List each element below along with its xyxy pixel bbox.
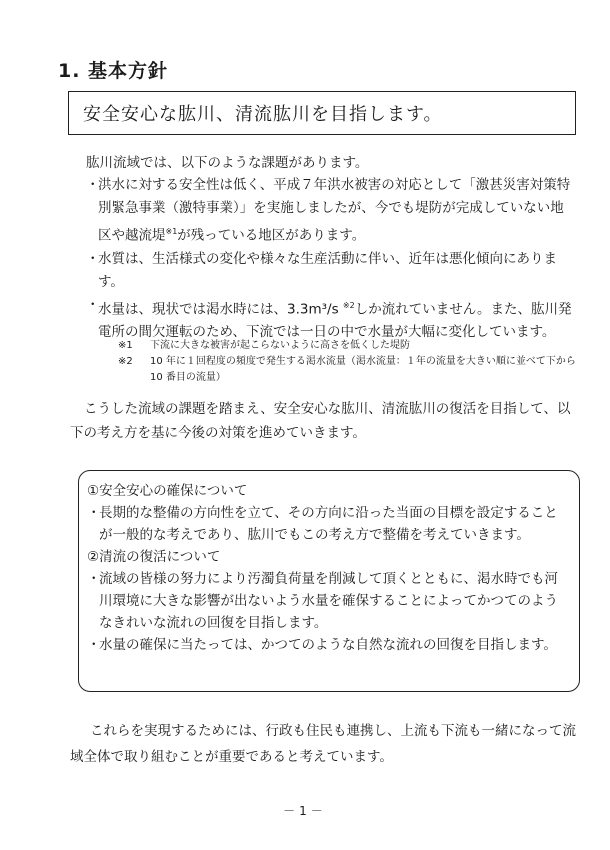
bullet-mark: ・ xyxy=(87,637,101,653)
footnote-ref: ※1 xyxy=(165,227,178,236)
footnote-text: 下流に大きな被害が起こらないように高さを低くした堤防 xyxy=(150,340,410,351)
issue-item-water-volume: ・ 水量は、現状では渇水時には、3.3m³/s $^{※2}$しか流れていません。また、肱川発電所の間欠運転のため、下流では一日の中で水量が大幅に変化しています。 xyxy=(86,294,574,345)
issue-list xyxy=(86,174,574,344)
title-box xyxy=(68,91,576,135)
policy-item: ・ 長期的な整備の方向性を立て、その方向に沿った当面の目標を設定することが一般的な考えであり、肱川でもこの考え方で整備を考えていきます。 xyxy=(87,502,569,546)
policy-section-title: ②清流の復活について xyxy=(87,549,221,565)
footnote-ref: ※2 xyxy=(342,300,355,310)
closing-paragraph: これらを実現するためには、行政も住民も連携し、上流も下流も一緒になって流域全体で取り組むことが重要であると考えています。 xyxy=(70,723,576,765)
intro-text: 肱川流域では、以下のような課題があります。 xyxy=(86,155,369,171)
section-heading: 1. 基本方針 xyxy=(58,60,169,82)
bullet-mark: ・ xyxy=(86,177,100,193)
footnote-mark: ※2 xyxy=(118,356,133,367)
policy-section-list xyxy=(87,568,569,656)
policy-item: ・ 流域の皆様の努力により汚濁負荷量を削減して頂くとともに、渇水時でも河川環境に大きな影響が出ないよう水量を確保することによってかつてのようなきれいな流れの回復を目指します。 xyxy=(87,568,569,634)
footnote-list xyxy=(118,338,578,386)
footnote-item xyxy=(118,354,578,386)
policy-item: ・ 水量の確保に当たっては、かつてのような自然な流れの回復を目指します。 xyxy=(87,634,569,656)
footnote-text: 10 年に１回程度の頻度で発生する渇水流量（渇水流量：１年の流量を大きい順に並べて下から 10 番目の流量） xyxy=(150,356,576,383)
policy-box xyxy=(78,470,580,692)
footnote-mark: ※1 xyxy=(118,340,133,351)
bullet-mark: ・ xyxy=(86,296,100,313)
bullet-mark: ・ xyxy=(86,250,100,267)
policy-section-title: ①安全安心の確保について xyxy=(87,483,248,499)
summary-paragraph: こうした流域の課題を踏まえ、安全安心な肱川、清流肱川の復活を目指して、以下の考え方を基に今後の対策を進めていきます。 xyxy=(70,401,571,441)
issue-item-water-quality: ・ 水質は、生活様式の変化や様々な生産活動に伴い、近年は悪化傾向にあります。 xyxy=(86,248,574,294)
issue-item-flood: ・ 洪水に対する安全性は低く、平成７年洪水被害の対応として「激甚災害対策特別緊急事業（激特事業）」を実施しましたが、今でも堤防が完成していない地区や越流堤$^{※1}$が残っている地区があります。 xyxy=(86,174,574,248)
title-box-text: 安全安心な肱川、清流肱川を目指します。 xyxy=(83,104,443,125)
footnote-item xyxy=(118,338,578,354)
policy-section-list xyxy=(87,502,569,546)
bullet-mark: ・ xyxy=(87,571,101,587)
bullet-mark: ・ xyxy=(87,505,101,521)
page-number: －1－ xyxy=(283,804,327,818)
